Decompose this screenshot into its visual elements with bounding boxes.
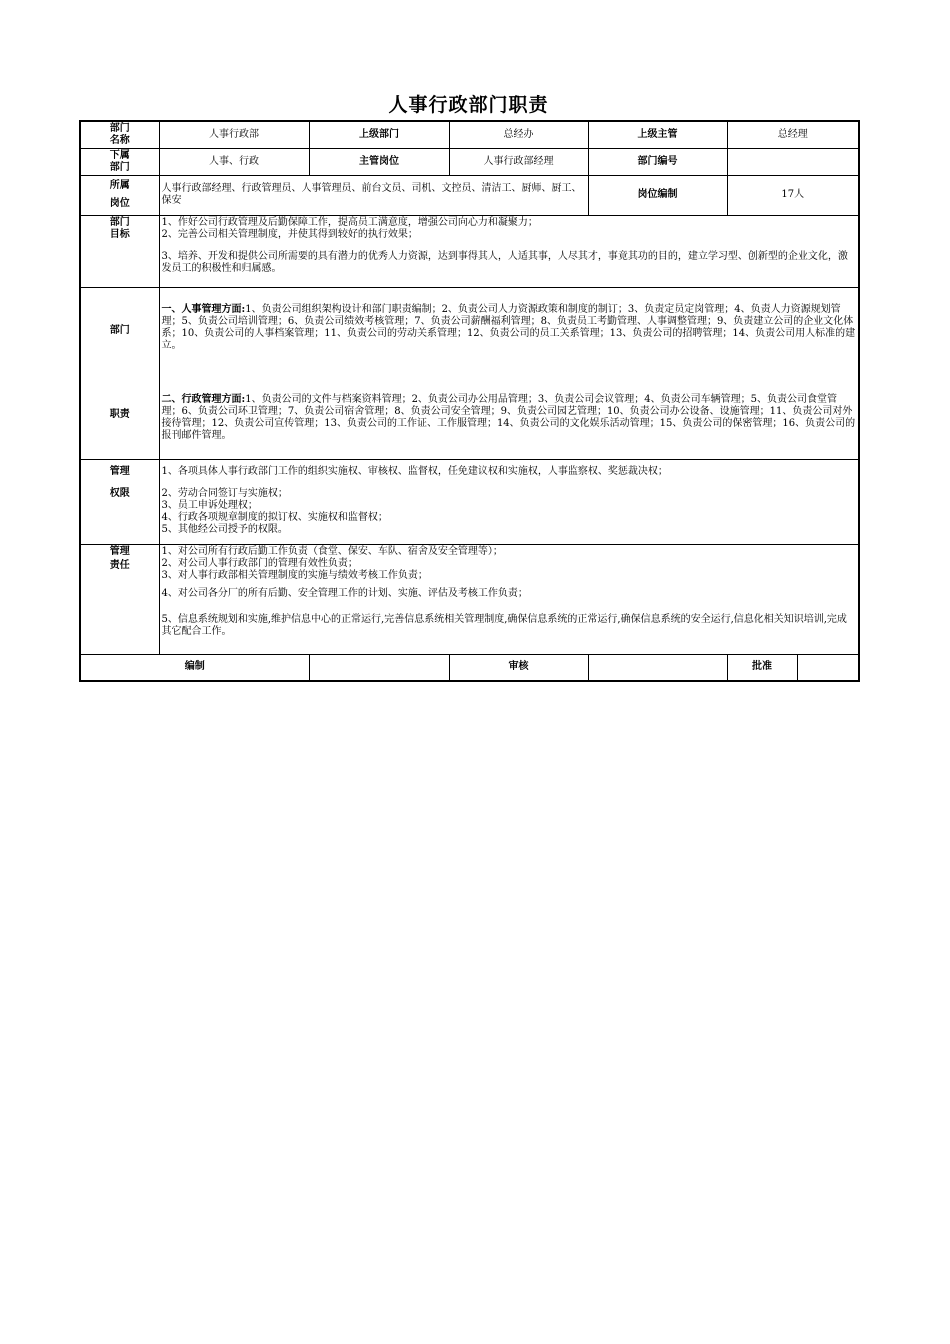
authority-item: 1、各项具体人事行政部门工作的组织实施权、审核权、监督权，任免建议权和实施权，人事监察权、奖惩裁决权； <box>161 465 668 477</box>
hr-duties-heading: 一、人事管理方面: <box>161 304 246 315</box>
superior-head-value: 总经理 <box>727 121 859 148</box>
superior-dept-label: 上级部门 <box>309 121 449 148</box>
row-signoff <box>80 654 859 681</box>
responsibility-item: 3、对人事行政部相关管理制度的实施与绩效考核工作负责； <box>161 569 428 581</box>
responsibility-label: 管理 责任 <box>80 544 159 654</box>
goals-label: 部门 目标 <box>80 215 159 287</box>
responsibility-item: 1、对公司所有行政后勤工作负责（食堂、保安、车队、宿舍及安全管理等）； <box>161 545 503 557</box>
goal-item: 3、培养、开发和提供公司所需要的具有潜力的优秀人力资源，达到事得其人，人适其事，人尽其才，事竟其功的目的，建立学习型、创新型的企业文化，激发员工的积极性和归属感。 <box>161 250 848 274</box>
headcount-label: 岗位编制 <box>588 175 727 215</box>
duties-label <box>80 287 159 459</box>
posts-label: 所属 岗位 <box>80 175 159 215</box>
responsibility-item: 5、信息系统规划和实施,维护信息中心的正常运行,完善信息系统相关管理制度,确保信息系统的正常运行,确保信息系统的安全运行,信息化相关知识培训,完成其它配合工作。 <box>161 613 847 637</box>
goals-content <box>159 215 859 287</box>
authority-item: 3、员工申诉处理权； <box>161 499 258 511</box>
dept-code-label: 部门编号 <box>588 148 727 175</box>
hr-duties-text: 1、负责公司组织架构设计和部门职责编制；2、负责公司人力资源政策和制度的制订；3、负责定员定岗管理；4、负责人力资源规划管理；5、负责公司培训管理；6、负责公司绩效考核管理；7、负责公司薪酬福利管理；8、负责员工考勤管理、人事调整管理；9、负责建立公司的企业文化体系；10、负责公司的人事档案管理；11、负责公司的劳动关系管理；12、负责公司的员工关系管理；13、负责公司的招聘管理；14、负责公司用人标准的建立。 <box>161 304 856 351</box>
approved-by-value <box>797 654 859 681</box>
prepared-by-value <box>309 654 449 681</box>
row-dept-name <box>80 121 859 148</box>
goal-item: 1、作好公司行政管理及后勤保障工作，提高员工满意度，增强公司向心力和凝聚力； <box>161 216 538 228</box>
dept-name-label: 部门 名称 <box>80 121 159 148</box>
goal-item: 2、完善公司相关管理制度，并使其得到较好的执行效果； <box>161 228 418 240</box>
dept-code-value <box>727 148 859 175</box>
authority-item: 5、其他经公司授予的权限。 <box>161 523 288 535</box>
authority-label: 管理 权限 <box>80 459 159 544</box>
page-title: 人事行政部门职责 <box>388 94 549 116</box>
admin-duties-text: 1、负责公司的文件与档案资料管理；2、负责公司办公用品管理；3、负责公司会议管理；4、负责公司车辆管理；5、负责公司食堂管理；6、负责公司环卫管理；7、负责公司宿舍管理；8、负责公司安全管理；9、负责公司园艺管理；10、负责公司办公设备、设施管理；11、负责公司对外接待管理；12、负责公司宣传管理；13、负责公司的工作证、工作服管理；14、负责公司的文化娱乐活动管理；15、负责公司的保密管理；16、负责公司的报刊邮件管理。 <box>161 394 856 441</box>
admin-duties-heading: 二、行政管理方面: <box>161 394 246 405</box>
posts-value: 人事行政部经理、行政管理员、人事管理员、前台文员、司机、文控员、清洁工、厨师、厨工、保安 <box>159 175 588 215</box>
duties-label-bottom: 职责 <box>109 409 130 420</box>
approved-by-label: 批准 <box>727 654 797 681</box>
responsibility-content <box>159 544 859 654</box>
headcount-value: 17人 <box>727 175 859 215</box>
admin-duties <box>162 394 857 442</box>
responsibility-item: 2、对公司人事行政部门的管理有效性负责； <box>161 557 358 569</box>
subordinate-label: 下属 部门 <box>80 148 159 175</box>
authority-item: 2、劳动合同签订与实施权； <box>161 487 288 499</box>
row-responsibility <box>80 544 859 654</box>
prepared-by-label: 编制 <box>80 654 309 681</box>
row-subordinate <box>80 148 859 175</box>
superior-dept-value: 总经办 <box>449 121 588 148</box>
row-authority <box>80 459 859 544</box>
authority-content <box>159 459 859 544</box>
authority-item: 4、行政各项规章制度的拟订权、实施权和监督权； <box>161 511 388 523</box>
duties-label-top: 部门 <box>109 325 130 336</box>
dept-name-value: 人事行政部 <box>159 121 309 148</box>
subordinate-value: 人事、行政 <box>159 148 309 175</box>
reviewed-by-value <box>588 654 727 681</box>
row-posts <box>80 175 859 215</box>
duty-sheet-table <box>79 120 860 682</box>
reviewed-by-label: 审核 <box>449 654 588 681</box>
duties-content <box>159 287 859 459</box>
hr-duties <box>162 304 857 352</box>
lead-post-label: 主管岗位 <box>309 148 449 175</box>
responsibility-item: 4、对公司各分厂的所有后勤、安全管理工作的计划、实施、评估及考核工作负责； <box>161 587 528 599</box>
lead-post-value: 人事行政部经理 <box>449 148 588 175</box>
superior-head-label: 上级主管 <box>588 121 727 148</box>
row-goals <box>80 215 859 287</box>
row-duties <box>80 287 859 459</box>
